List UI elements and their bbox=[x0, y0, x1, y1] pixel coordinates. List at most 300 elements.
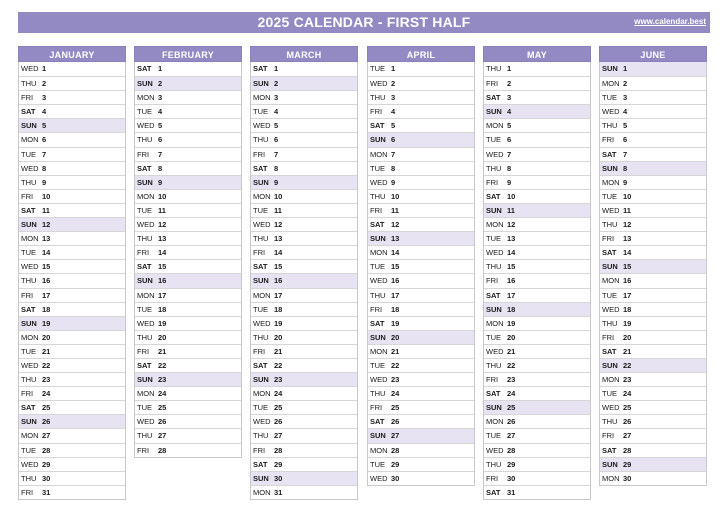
weekday-label: WED bbox=[21, 163, 39, 173]
day-row bbox=[368, 147, 474, 161]
weekday-label: SUN bbox=[21, 417, 37, 427]
day-row bbox=[368, 104, 474, 118]
weekday-label: FRI bbox=[602, 135, 615, 145]
weekday-label: WED bbox=[253, 220, 271, 230]
month-column-february bbox=[134, 46, 242, 458]
day-number: 17 bbox=[42, 290, 51, 300]
weekday-label: SUN bbox=[370, 332, 386, 342]
day-number: 23 bbox=[507, 375, 516, 385]
day-number: 30 bbox=[391, 473, 400, 483]
day-number: 9 bbox=[623, 177, 628, 187]
day-row bbox=[368, 175, 474, 189]
day-row bbox=[251, 132, 357, 146]
day-row bbox=[368, 386, 474, 400]
weekday-label: SAT bbox=[21, 205, 36, 215]
day-row bbox=[600, 189, 706, 203]
day-row bbox=[600, 273, 706, 287]
day-row bbox=[484, 147, 590, 161]
day-number: 6 bbox=[158, 135, 163, 145]
weekday-label: FRI bbox=[370, 205, 383, 215]
weekday-label: MON bbox=[253, 191, 271, 201]
day-row bbox=[19, 118, 125, 132]
weekday-label: SUN bbox=[602, 262, 618, 272]
weekday-label: SUN bbox=[137, 177, 153, 187]
day-row bbox=[19, 344, 125, 358]
day-row bbox=[600, 344, 706, 358]
weekday-label: TUE bbox=[370, 64, 385, 73]
day-row bbox=[135, 372, 241, 386]
day-number: 22 bbox=[623, 360, 632, 370]
day-row bbox=[600, 428, 706, 442]
day-number: 28 bbox=[158, 445, 167, 455]
day-number: 18 bbox=[623, 304, 632, 314]
day-row bbox=[368, 259, 474, 273]
day-row bbox=[251, 471, 357, 485]
day-number: 21 bbox=[507, 346, 516, 356]
weekday-label: SAT bbox=[486, 389, 501, 399]
weekday-label: SUN bbox=[370, 135, 386, 145]
day-row bbox=[600, 175, 706, 189]
weekday-label: SAT bbox=[602, 346, 617, 356]
day-number: 10 bbox=[507, 191, 516, 201]
day-row bbox=[19, 471, 125, 485]
day-row bbox=[251, 104, 357, 118]
day-row bbox=[368, 161, 474, 175]
day-row bbox=[135, 330, 241, 344]
day-number: 21 bbox=[623, 346, 632, 356]
day-number: 20 bbox=[507, 332, 516, 342]
weekday-label: FRI bbox=[253, 445, 266, 455]
day-row bbox=[19, 485, 125, 499]
day-number: 24 bbox=[274, 389, 283, 399]
weekday-label: WED bbox=[486, 445, 504, 455]
weekday-label: WED bbox=[21, 459, 39, 469]
month-header: MARCH bbox=[250, 46, 358, 62]
weekday-label: WED bbox=[370, 79, 388, 89]
day-number: 15 bbox=[42, 262, 51, 272]
day-number: 4 bbox=[42, 107, 47, 117]
weekday-label: SAT bbox=[602, 445, 617, 455]
day-row bbox=[135, 414, 241, 428]
day-number: 14 bbox=[42, 248, 51, 258]
weekday-label: THU bbox=[370, 389, 386, 399]
month-column-april bbox=[367, 46, 475, 486]
day-row bbox=[368, 132, 474, 146]
day-row bbox=[600, 231, 706, 245]
day-row bbox=[251, 344, 357, 358]
day-row bbox=[251, 76, 357, 90]
weekday-label: THU bbox=[137, 234, 153, 244]
day-row bbox=[135, 161, 241, 175]
weekday-label: THU bbox=[486, 360, 502, 370]
day-row bbox=[600, 62, 706, 76]
weekday-label: MON bbox=[486, 318, 504, 328]
title-bar bbox=[18, 12, 710, 33]
weekday-label: TUE bbox=[486, 234, 501, 244]
day-number: 10 bbox=[158, 191, 167, 201]
day-row bbox=[600, 217, 706, 231]
day-row bbox=[251, 203, 357, 217]
weekday-label: SAT bbox=[486, 290, 501, 300]
day-number: 23 bbox=[391, 375, 400, 385]
weekday-label: SUN bbox=[602, 459, 618, 469]
day-number: 13 bbox=[274, 234, 283, 244]
day-row bbox=[251, 316, 357, 330]
day-row bbox=[135, 147, 241, 161]
weekday-label: WED bbox=[602, 403, 620, 413]
weekday-label: WED bbox=[137, 417, 155, 427]
day-number: 14 bbox=[623, 248, 632, 258]
day-row bbox=[19, 302, 125, 316]
day-number: 1 bbox=[507, 64, 512, 73]
day-row bbox=[135, 400, 241, 414]
day-row bbox=[19, 443, 125, 457]
day-row bbox=[368, 189, 474, 203]
weekday-label: SAT bbox=[486, 93, 501, 103]
day-number: 12 bbox=[623, 220, 632, 230]
weekday-label: MON bbox=[486, 121, 504, 131]
day-row bbox=[251, 245, 357, 259]
day-row bbox=[251, 217, 357, 231]
day-list bbox=[483, 62, 591, 500]
day-number: 2 bbox=[274, 79, 279, 89]
day-number: 28 bbox=[507, 445, 516, 455]
day-number: 21 bbox=[274, 346, 283, 356]
day-row bbox=[484, 386, 590, 400]
day-row bbox=[600, 457, 706, 471]
day-number: 13 bbox=[42, 234, 51, 244]
weekday-label: THU bbox=[253, 332, 269, 342]
weekday-label: SAT bbox=[253, 360, 268, 370]
day-number: 26 bbox=[42, 417, 51, 427]
day-number: 18 bbox=[42, 304, 51, 314]
weekday-label: MON bbox=[370, 149, 388, 159]
weekday-label: TUE bbox=[253, 403, 268, 413]
day-number: 30 bbox=[274, 473, 283, 483]
day-row bbox=[251, 90, 357, 104]
day-row bbox=[484, 259, 590, 273]
day-row bbox=[368, 344, 474, 358]
day-row bbox=[484, 132, 590, 146]
weekday-label: MON bbox=[370, 248, 388, 258]
weekday-label: TUE bbox=[21, 149, 36, 159]
day-row bbox=[600, 330, 706, 344]
weekday-label: TUE bbox=[137, 107, 152, 117]
month-header: APRIL bbox=[367, 46, 475, 62]
weekday-label: SUN bbox=[370, 234, 386, 244]
day-number: 7 bbox=[42, 149, 47, 159]
day-number: 6 bbox=[623, 135, 628, 145]
day-number: 25 bbox=[42, 403, 51, 413]
day-row bbox=[19, 273, 125, 287]
weekday-label: FRI bbox=[21, 487, 34, 497]
day-number: 9 bbox=[42, 177, 47, 187]
weekday-label: TUE bbox=[602, 93, 617, 103]
day-number: 3 bbox=[623, 93, 628, 103]
weekday-label: WED bbox=[370, 375, 388, 385]
day-row bbox=[251, 147, 357, 161]
day-row bbox=[19, 132, 125, 146]
weekday-label: MON bbox=[21, 234, 39, 244]
weekday-label: SUN bbox=[253, 375, 269, 385]
day-row bbox=[600, 203, 706, 217]
weekday-label: THU bbox=[370, 191, 386, 201]
weekday-label: SUN bbox=[253, 177, 269, 187]
day-row bbox=[600, 90, 706, 104]
day-number: 17 bbox=[507, 290, 516, 300]
weekday-label: SAT bbox=[253, 163, 268, 173]
weekday-label: WED bbox=[21, 262, 39, 272]
weekday-label: FRI bbox=[21, 290, 34, 300]
weekday-label: MON bbox=[253, 389, 271, 399]
day-row bbox=[251, 288, 357, 302]
weekday-label: WED bbox=[21, 360, 39, 370]
weekday-label: WED bbox=[137, 121, 155, 131]
weekday-label: SAT bbox=[137, 360, 152, 370]
day-number: 3 bbox=[507, 93, 512, 103]
day-number: 8 bbox=[274, 163, 279, 173]
day-row bbox=[19, 372, 125, 386]
weekday-label: MON bbox=[486, 417, 504, 427]
weekday-label: FRI bbox=[253, 248, 266, 258]
weekday-label: SUN bbox=[602, 163, 618, 173]
weekday-label: THU bbox=[137, 431, 153, 441]
day-number: 6 bbox=[391, 135, 396, 145]
day-number: 26 bbox=[274, 417, 283, 427]
day-number: 16 bbox=[391, 276, 400, 286]
day-row bbox=[135, 428, 241, 442]
weekday-label: MON bbox=[21, 431, 39, 441]
day-number: 6 bbox=[507, 135, 512, 145]
day-row bbox=[251, 273, 357, 287]
day-number: 26 bbox=[391, 417, 400, 427]
day-number: 8 bbox=[42, 163, 47, 173]
weekday-label: TUE bbox=[137, 403, 152, 413]
day-row bbox=[484, 485, 590, 499]
day-number: 5 bbox=[623, 121, 628, 131]
weekday-label: MON bbox=[137, 290, 155, 300]
day-number: 25 bbox=[391, 403, 400, 413]
weekday-label: SAT bbox=[21, 107, 36, 117]
day-number: 29 bbox=[507, 459, 516, 469]
weekday-label: THU bbox=[486, 459, 502, 469]
day-number: 21 bbox=[158, 346, 167, 356]
weekday-label: MON bbox=[137, 191, 155, 201]
day-number: 4 bbox=[158, 107, 163, 117]
day-row bbox=[135, 443, 241, 457]
day-number: 5 bbox=[391, 121, 396, 131]
weekday-label: WED bbox=[370, 177, 388, 187]
day-row bbox=[251, 161, 357, 175]
day-number: 8 bbox=[158, 163, 163, 173]
day-number: 22 bbox=[42, 360, 51, 370]
weekday-label: THU bbox=[253, 431, 269, 441]
day-number: 12 bbox=[391, 220, 400, 230]
day-row bbox=[484, 90, 590, 104]
day-number: 26 bbox=[507, 417, 516, 427]
day-row bbox=[251, 330, 357, 344]
day-number: 2 bbox=[42, 79, 47, 89]
day-row bbox=[600, 443, 706, 457]
weekday-label: SUN bbox=[253, 276, 269, 286]
day-row bbox=[251, 443, 357, 457]
weekday-label: TUE bbox=[602, 290, 617, 300]
day-row bbox=[135, 62, 241, 76]
day-row bbox=[600, 132, 706, 146]
weekday-label: TUE bbox=[253, 107, 268, 117]
day-row bbox=[484, 372, 590, 386]
month-header: MAY bbox=[483, 46, 591, 62]
day-row bbox=[368, 288, 474, 302]
day-row bbox=[135, 358, 241, 372]
day-number: 13 bbox=[391, 234, 400, 244]
day-row bbox=[135, 217, 241, 231]
day-number: 1 bbox=[42, 64, 47, 73]
weekday-label: WED bbox=[370, 276, 388, 286]
weekday-label: FRI bbox=[137, 149, 150, 159]
day-row bbox=[135, 273, 241, 287]
day-number: 23 bbox=[42, 375, 51, 385]
day-row bbox=[135, 132, 241, 146]
day-row bbox=[19, 161, 125, 175]
weekday-label: MON bbox=[602, 473, 620, 483]
day-number: 20 bbox=[274, 332, 283, 342]
weekday-label: TUE bbox=[486, 431, 501, 441]
weekday-label: MON bbox=[486, 220, 504, 230]
day-list bbox=[250, 62, 358, 500]
weekday-label: SAT bbox=[253, 262, 268, 272]
day-row bbox=[135, 104, 241, 118]
weekday-label: FRI bbox=[137, 445, 150, 455]
weekday-label: FRI bbox=[253, 149, 266, 159]
day-number: 22 bbox=[274, 360, 283, 370]
day-row bbox=[135, 302, 241, 316]
day-number: 19 bbox=[507, 318, 516, 328]
day-row bbox=[251, 189, 357, 203]
day-row bbox=[368, 400, 474, 414]
day-number: 4 bbox=[507, 107, 512, 117]
day-number: 7 bbox=[507, 149, 512, 159]
day-number: 30 bbox=[623, 473, 632, 483]
day-row bbox=[368, 76, 474, 90]
day-row bbox=[368, 118, 474, 132]
day-row bbox=[484, 316, 590, 330]
weekday-label: SAT bbox=[486, 487, 501, 497]
weekday-label: MON bbox=[137, 389, 155, 399]
day-row bbox=[19, 104, 125, 118]
day-row bbox=[368, 471, 474, 485]
day-row bbox=[19, 316, 125, 330]
day-row bbox=[484, 443, 590, 457]
day-number: 27 bbox=[274, 431, 283, 441]
day-row bbox=[484, 288, 590, 302]
website-link[interactable]: www.calendar.best bbox=[634, 17, 706, 26]
day-row bbox=[135, 231, 241, 245]
day-number: 14 bbox=[158, 248, 167, 258]
weekday-label: FRI bbox=[253, 346, 266, 356]
weekday-label: WED bbox=[486, 248, 504, 258]
weekday-label: SUN bbox=[253, 79, 269, 89]
day-list bbox=[134, 62, 242, 458]
day-number: 24 bbox=[158, 389, 167, 399]
day-row bbox=[368, 231, 474, 245]
day-number: 29 bbox=[391, 459, 400, 469]
day-number: 11 bbox=[507, 205, 515, 215]
weekday-label: FRI bbox=[602, 332, 615, 342]
day-row bbox=[251, 485, 357, 499]
day-number: 20 bbox=[42, 332, 51, 342]
weekday-label: FRI bbox=[21, 191, 34, 201]
weekday-label: THU bbox=[253, 135, 269, 145]
day-row bbox=[251, 386, 357, 400]
day-row bbox=[484, 118, 590, 132]
day-row bbox=[368, 316, 474, 330]
day-row bbox=[19, 288, 125, 302]
day-row bbox=[19, 76, 125, 90]
day-row bbox=[484, 330, 590, 344]
weekday-label: THU bbox=[370, 290, 386, 300]
day-number: 18 bbox=[158, 304, 167, 314]
day-number: 8 bbox=[623, 163, 628, 173]
day-number: 4 bbox=[274, 107, 279, 117]
weekday-label: SAT bbox=[137, 262, 152, 272]
weekday-label: SUN bbox=[486, 107, 502, 117]
weekday-label: SUN bbox=[370, 431, 386, 441]
day-row bbox=[19, 386, 125, 400]
weekday-label: MON bbox=[602, 177, 620, 187]
day-row bbox=[484, 203, 590, 217]
day-row bbox=[251, 400, 357, 414]
day-number: 25 bbox=[274, 403, 283, 413]
day-row bbox=[19, 245, 125, 259]
weekday-label: THU bbox=[486, 163, 502, 173]
day-number: 24 bbox=[42, 389, 51, 399]
day-number: 25 bbox=[507, 403, 516, 413]
weekday-label: THU bbox=[21, 473, 37, 483]
day-list bbox=[367, 62, 475, 486]
day-row bbox=[368, 245, 474, 259]
day-row bbox=[251, 372, 357, 386]
day-number: 1 bbox=[391, 64, 396, 73]
day-row bbox=[368, 443, 474, 457]
day-row bbox=[135, 259, 241, 273]
day-number: 11 bbox=[158, 205, 166, 215]
weekday-label: SAT bbox=[602, 149, 617, 159]
day-number: 22 bbox=[507, 360, 516, 370]
weekday-label: WED bbox=[370, 473, 388, 483]
day-row bbox=[19, 231, 125, 245]
day-row bbox=[19, 414, 125, 428]
day-row bbox=[251, 428, 357, 442]
day-row bbox=[251, 302, 357, 316]
weekday-label: MON bbox=[253, 93, 271, 103]
day-number: 23 bbox=[158, 375, 167, 385]
day-number: 23 bbox=[274, 375, 283, 385]
month-column-june bbox=[599, 46, 707, 486]
day-row bbox=[600, 471, 706, 485]
day-row bbox=[251, 118, 357, 132]
day-row bbox=[368, 90, 474, 104]
day-number: 1 bbox=[623, 64, 628, 73]
day-number: 17 bbox=[274, 290, 283, 300]
day-number: 8 bbox=[507, 163, 512, 173]
day-row bbox=[19, 62, 125, 76]
weekday-label: SUN bbox=[253, 473, 269, 483]
day-number: 27 bbox=[623, 431, 632, 441]
day-number: 22 bbox=[391, 360, 400, 370]
day-number: 14 bbox=[391, 248, 400, 258]
day-number: 24 bbox=[507, 389, 516, 399]
